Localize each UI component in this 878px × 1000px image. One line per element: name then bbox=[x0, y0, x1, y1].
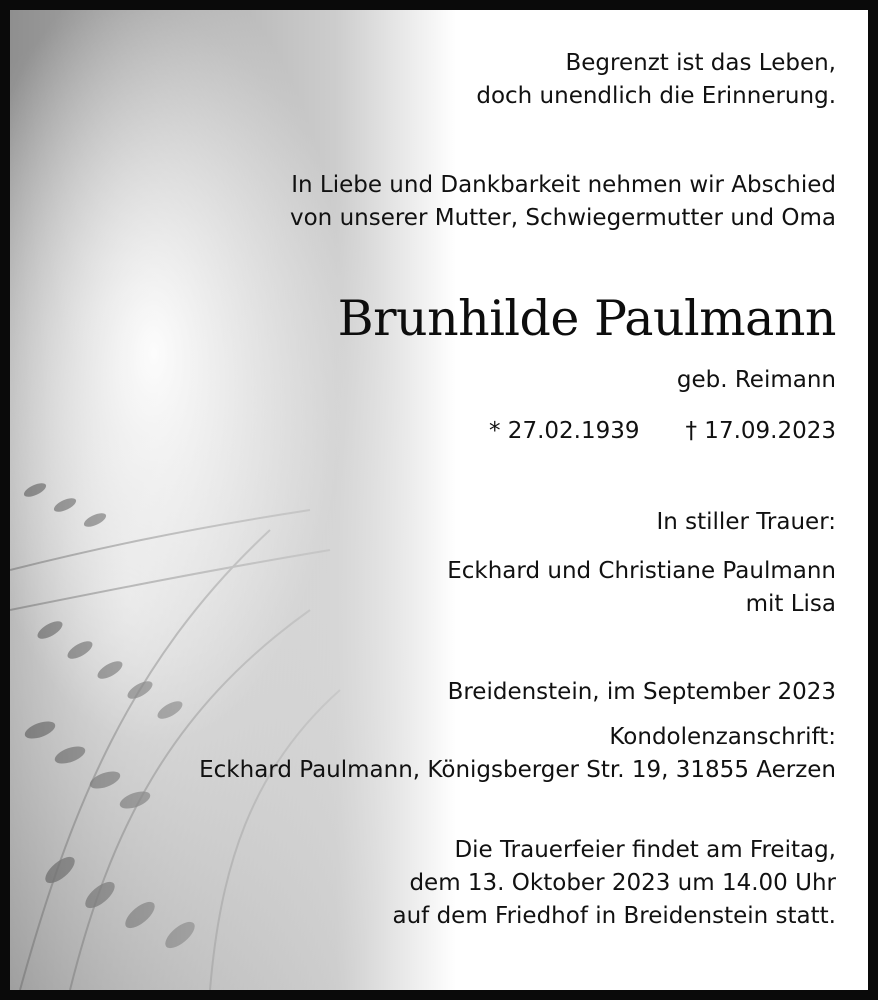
funeral-line-2: dem 13. Oktober 2023 um 14.00 Uhr bbox=[409, 870, 836, 896]
motto-line-1: Begrenzt ist das Leben, bbox=[565, 50, 836, 76]
maiden-name: geb. Reimann bbox=[676, 367, 836, 393]
mourners-line-2: mit Lisa bbox=[745, 591, 836, 617]
mourners-names bbox=[447, 555, 836, 621]
intro-line-2: von unserer Mutter, Schwiegermutter und Oma bbox=[290, 205, 836, 231]
funeral-line-3: auf dem Friedhof in Breidenstein statt. bbox=[392, 903, 836, 929]
birth-date: * 27.02.1939 bbox=[489, 418, 640, 444]
life-dates bbox=[489, 414, 836, 448]
condolence-address bbox=[199, 721, 836, 787]
deceased-name: Brunhilde Paulmann bbox=[337, 290, 836, 347]
motto-line-2: doch unendlich die Erinnerung. bbox=[476, 83, 836, 109]
funeral-line-1: Die Trauerfeier findet am Freitag, bbox=[454, 837, 836, 863]
mourners-line-1: Eckhard und Christiane Paulmann bbox=[447, 558, 836, 584]
intro-line-1: In Liebe und Dankbarkeit nehmen wir Abschied bbox=[291, 172, 836, 198]
funeral-info bbox=[392, 834, 836, 933]
death-date: † 17.09.2023 bbox=[685, 418, 836, 444]
mourners-heading: In stiller Trauer: bbox=[656, 509, 836, 535]
place-and-date: Breidenstein, im September 2023 bbox=[447, 679, 836, 705]
condolence-label: Kondolenzanschrift: bbox=[609, 724, 836, 750]
intro-text bbox=[290, 169, 836, 235]
condolence-address-line: Eckhard Paulmann, Königsberger Str. 19, 31855 Aerzen bbox=[199, 757, 836, 783]
motto bbox=[476, 47, 836, 113]
